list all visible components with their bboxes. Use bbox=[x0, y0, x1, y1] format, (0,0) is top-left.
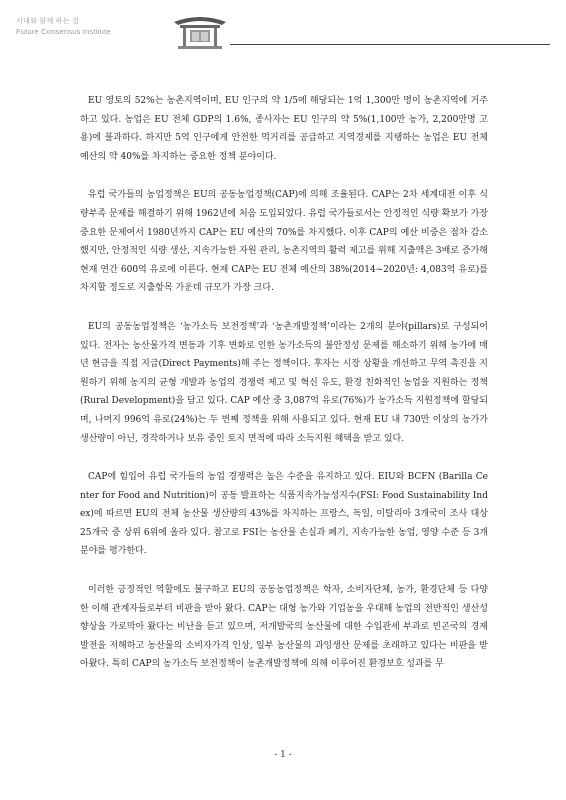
header-divider bbox=[230, 44, 550, 45]
paragraph-cap-history: 유럽 국가들의 농업정책은 EU의 공동농업정책(CAP)에 의해 조율된다. CAP는 2차 세계대전 이후 식량부족 문제를 해결하기 위해 1962년에 처음 도입되었다. 유럽 국가들로서는 안정적인 식량 확보가 가장 중요한 문제여서 1980년까지 CAP는 EU 예산의 70%를 차지했다. 이후 CAP의 예산 비중은 점차 감소했지만, 안정적인 식량 생산, 지속가능한 자원 관리, 농촌지역의 활력 제고를 위해 지출액은 3배로 증가해 현재 연간 600억 유로에 이른다. 현재 CAP는 EU 전체 예산의 38%(2014~2020년: 4,083억 유로)를 차지할 정도로 지출항목 가운데 규모가 가장 크다. bbox=[80, 190, 488, 294]
page-header bbox=[0, 0, 566, 62]
paragraph-cap-criticism: 이러한 긍정적인 역할에도 불구하고 EU의 공동농업정책은 학자, 소비자단체, 농가, 환경단체 등 다양한 이해 관계자들로부터 비판을 받아 왔다. CAP는 대형 농가와 기업농을 우대해 농업의 전반적인 생산성 향상을 가로막아 왔다는 비난을 듣고 있으며, 저개발국의 농산물에 대한 수입관세 부과로 빈곤국의 경제발전을 저해하고 농산물의 소비자가격 인상, 일부 농산물의 과잉생산 문제를 초래하고 있다는 비판을 받아왔다. 특히 CAP의 농가소득 보전정책이 농촌개발정책에 의해 이루어진 환경보호 성과를 무 bbox=[80, 585, 488, 670]
paragraph-cap-pillars: EU의 공동농업정책은 ‘농가소득 보전정책’과 ‘농촌개발정책’이라는 2개의 분야(pillars)로 구성되어 있다. 전자는 농산물가격 변동과 기후 변화로 인한 농가소득의 불안정성 문제를 해소하기 위해 농가에 매년 현금을 직접 지급(Direct Payments)해 주는 정책이다. 후자는 시장 상황을 개선하고 무역 촉진을 지원하기 위해 농지의 균형 개발과 농업의 경쟁력 제고 및 혁신 유도, 환경 친화적인 농업을 지원하는 정책(Rural Development)을 담고 있다. CAP 예산 중 3,087억 유로(76%)가 농가소득 지원정책에 할당되며, 나머지 996억 유로(24%)는 두 번째 정책을 위해 사용되고 있다. 현재 EU 내 730만 이상의 농가가 생산량이 아닌, 경작하거나 보유 중인 토지 면적에 따라 소득지원 혜택을 받고 있다. bbox=[80, 321, 488, 444]
paragraph-eu-rural-overview: EU 영토의 52%는 농촌지역이며, EU 인구의 약 1/5에 해당되는 1억 1,300만 명이 농촌지역에 거주하고 있다. 농업은 EU 전체 GDP의 1.6%, 종사자는 EU 인구의 약 5%(1,100만 농가, 2,200만명 고용)에 불과하다. 하지만 5억 인구에게 안전한 먹거리를 공급하고 지역경제를 지탱하는 농업은 EU 전체 예산의 약 40%를 차지하는 중요한 정책 분야이다. bbox=[80, 96, 488, 162]
org-logo-text bbox=[16, 18, 111, 36]
org-name-english: Future Consensus Institute bbox=[16, 26, 111, 36]
page-number: - 1 - bbox=[274, 750, 292, 760]
hanok-building-icon bbox=[172, 10, 228, 50]
org-name-korean: 시대와 함께 하는 집 bbox=[16, 18, 80, 25]
paragraph-cap-competitiveness: CAP에 힘입어 유럽 국가들의 농업 경쟁력은 높은 수준을 유지하고 있다. EIU와 BCFN (Barilla Center for Food and Nutrition)이 공동 발표하는 식품지속가능성지수(FSI: Food Sustainability Index)에 따르면 EU의 전체 농산물 생산량의 43%를 차지하는 프랑스, 독일, 이탈리아 3개국이 조사 대상 25개국 중 상위 6위에 올라 있다. 참고로 FSI는 농산물 손실과 폐기, 지속가능한 농업, 영양 수준 등 3개 분야를 평가한다. bbox=[80, 472, 488, 557]
document-body bbox=[80, 92, 488, 694]
